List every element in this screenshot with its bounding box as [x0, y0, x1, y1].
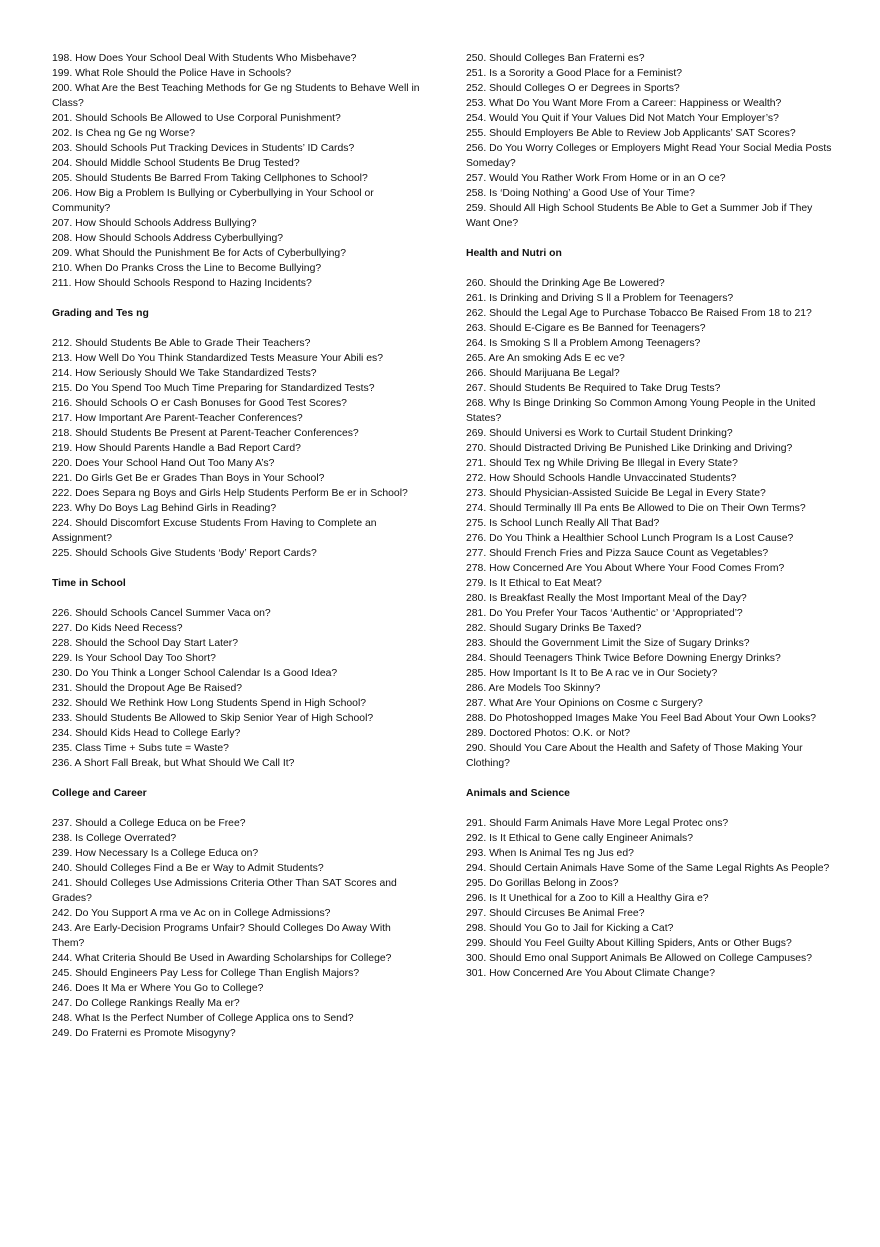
question-item: 242. Do You Support A rma ve Ac on in College Admissions? [52, 908, 331, 919]
question-item: 216. Should Schools O er Cash Bonuses for Good Test Scores? [52, 398, 347, 409]
question-item: 292. Is It Ethical to Gene cally Engineer Animals? [466, 833, 693, 844]
question-item: 233. Should Students Be Allowed to Skip Senior Year of High School? [52, 713, 374, 724]
question-item: 293. When Is Animal Tes ng Jus ed? [466, 848, 634, 859]
question-item: 247. Do College Rankings Really Ma er? [52, 998, 240, 1009]
question-item: 271. Should Tex ng While Driving Be Illegal in Every State? [466, 458, 738, 469]
question-item: 218. Should Students Be Present at Parent-Teacher Conferences? [52, 428, 359, 439]
question-item: 254. Would You Quit if Your Values Did Not Match Your Employer’s? [466, 113, 779, 124]
question-item: 255. Should Employers Be Able to Review Job Applicants’ SAT Scores? [466, 128, 796, 139]
question-item: 231. Should the Dropout Age Be Raised? [52, 683, 243, 694]
question-item: 199. What Role Should the Police Have in Schools? [52, 68, 292, 79]
question-item: 239. How Necessary Is a College Educa on? [52, 848, 259, 859]
question-item: 278. How Concerned Are You About Where Your Food Comes From? [466, 563, 785, 574]
question-item: 213. How Well Do You Think Standardized Tests Measure Your Abili es? [52, 353, 383, 364]
question-item: 273. Should Physician-Assisted Suicide Be Legal in Every State? [466, 488, 766, 499]
question-item: 208. How Should Schools Address Cyberbullying? [52, 233, 284, 244]
question-item: 287. What Are Your Opinions on Cosme c Surgery? [466, 698, 703, 709]
question-item: 270. Should Distracted Driving Be Punished Like Drinking and Driving? [466, 443, 793, 454]
question-item: 215. Do You Spend Too Much Time Preparing for Standardized Tests? [52, 383, 375, 394]
question-item: 281. Do You Prefer Your Tacos ‘Authentic’ or ‘Appropriated’? [466, 608, 743, 619]
section-heading: Time in School [52, 578, 126, 589]
question-item: 269. Should Universi es Work to Curtail Student Drinking? [466, 428, 733, 439]
question-item: 212. Should Students Be Able to Grade Their Teachers? [52, 338, 311, 349]
question-item: 276. Do You Think a Healthier School Lunch Program Is a Lost Cause? [466, 533, 794, 544]
question-item: 274. Should Terminally Ill Pa ents Be Allowed to Die on Their Own Terms? [466, 503, 806, 514]
section-heading: Grading and Tes ng [52, 308, 149, 319]
question-item: 246. Does It Ma er Where You Go to College? [52, 983, 264, 994]
question-item: 229. Is Your School Day Too Short? [52, 653, 216, 664]
left-column [52, 51, 424, 1041]
question-item: 283. Should the Government Limit the Size of Sugary Drinks? [466, 638, 750, 649]
question-item: 249. Do Fraterni es Promote Misogyny? [52, 1028, 236, 1039]
question-item: 210. When Do Pranks Cross the Line to Become Bullying? [52, 263, 322, 274]
question-item: 225. Should Schools Give Students ‘Body’ Report Cards? [52, 548, 317, 559]
question-item: 240. Should Colleges Find a Be er Way to Admit Students? [52, 863, 324, 874]
question-item: 200. What Are the Best Teaching Methods for Ge ng Students to Behave Well in Class? [52, 83, 420, 109]
question-item: 299. Should You Feel Guilty About Killing Spiders, Ants or Other Bugs? [466, 938, 792, 949]
question-item: 290. Should You Care About the Health and Safety of Those Making Your Clothing? [466, 743, 803, 769]
question-item: 220. Does Your School Hand Out Too Many A’s? [52, 458, 275, 469]
question-item: 296. Is It Unethical for a Zoo to Kill a Healthy Gira e? [466, 893, 709, 904]
question-item: 260. Should the Drinking Age Be Lowered? [466, 278, 665, 289]
question-item: 263. Should E-Cigare es Be Banned for Teenagers? [466, 323, 706, 334]
question-item: 203. Should Schools Put Tracking Devices in Students’ ID Cards? [52, 143, 355, 154]
question-item: 227. Do Kids Need Recess? [52, 623, 183, 634]
question-item: 257. Would You Rather Work From Home or in an O ce? [466, 173, 726, 184]
question-item: 300. Should Emo onal Support Animals Be Allowed on College Campuses? [466, 953, 812, 964]
question-item: 232. Should We Rethink How Long Students Spend in High School? [52, 698, 367, 709]
question-item: 228. Should the School Day Start Later? [52, 638, 238, 649]
question-item: 211. How Should Schools Respond to Hazing Incidents? [52, 278, 312, 289]
question-item: 206. How Big a Problem Is Bullying or Cyberbullying in Your School or Community? [52, 188, 374, 214]
question-item: 256. Do You Worry Colleges or Employers Might Read Your Social Media Posts Someday? [466, 143, 832, 169]
question-item: 272. How Should Schools Handle Unvaccinated Students? [466, 473, 737, 484]
question-item: 234. Should Kids Head to College Early? [52, 728, 241, 739]
question-item: 289. Doctored Photos: O.K. or Not? [466, 728, 631, 739]
question-item: 223. Why Do Boys Lag Behind Girls in Reading? [52, 503, 277, 514]
question-item: 297. Should Circuses Be Animal Free? [466, 908, 645, 919]
question-item: 221. Do Girls Get Be er Grades Than Boys in Your School? [52, 473, 325, 484]
question-item: 250. Should Colleges Ban Fraterni es? [466, 53, 645, 64]
question-item: 264. Is Smoking S ll a Problem Among Teenagers? [466, 338, 701, 349]
question-item: 224. Should Discomfort Excuse Students From Having to Complete an Assignment? [52, 518, 377, 544]
question-item: 244. What Criteria Should Be Used in Awarding Scholarships for College? [52, 953, 392, 964]
question-item: 259. Should All High School Students Be Able to Get a Summer Job if They Want One? [466, 203, 813, 229]
question-item: 295. Do Gorillas Belong in Zoos? [466, 878, 619, 889]
question-item: 286. Are Models Too Skinny? [466, 683, 601, 694]
question-item: 252. Should Colleges O er Degrees in Sports? [466, 83, 680, 94]
question-item: 288. Do Photoshopped Images Make You Feel Bad About Your Own Looks? [466, 713, 817, 724]
question-item: 262. Should the Legal Age to Purchase Tobacco Be Raised From 18 to 21? [466, 308, 812, 319]
question-item: 284. Should Teenagers Think Twice Before Downing Energy Drinks? [466, 653, 781, 664]
question-item: 204. Should Middle School Students Be Drug Tested? [52, 158, 300, 169]
section-heading: Animals and Science [466, 788, 570, 799]
question-item: 236. A Short Fall Break, but What Should We Call It? [52, 758, 295, 769]
question-item: 222. Does Separa ng Boys and Girls Help Students Perform Be er in School? [52, 488, 408, 499]
question-item: 301. How Concerned Are You About Climate Change? [466, 968, 715, 979]
question-item: 238. Is College Overrated? [52, 833, 177, 844]
question-item: 226. Should Schools Cancel Summer Vaca on? [52, 608, 271, 619]
question-item: 268. Why Is Binge Drinking So Common Among Young People in the United States? [466, 398, 816, 424]
question-item: 285. How Important Is It to Be A rac ve in Our Society? [466, 668, 718, 679]
question-item: 266. Should Marijuana Be Legal? [466, 368, 620, 379]
question-item: 214. How Seriously Should We Take Standardized Tests? [52, 368, 317, 379]
section-heading: College and Career [52, 788, 147, 799]
question-item: 275. Is School Lunch Really All That Bad? [466, 518, 660, 529]
question-item: 217. How Important Are Parent-Teacher Conferences? [52, 413, 303, 424]
question-item: 245. Should Engineers Pay Less for College Than English Majors? [52, 968, 360, 979]
question-item: 219. How Should Parents Handle a Bad Report Card? [52, 443, 301, 454]
question-item: 298. Should You Go to Jail for Kicking a Cat? [466, 923, 674, 934]
question-item: 251. Is a Sorority a Good Place for a Feminist? [466, 68, 682, 79]
question-item: 294. Should Certain Animals Have Some of the Same Legal Rights As People? [466, 863, 830, 874]
question-item: 258. Is ‘Doing Nothing’ a Good Use of Your Time? [466, 188, 695, 199]
question-item: 279. Is It Ethical to Eat Meat? [466, 578, 602, 589]
question-item: 261. Is Drinking and Driving S ll a Problem for Teenagers? [466, 293, 734, 304]
question-item: 248. What Is the Perfect Number of College Applica ons to Send? [52, 1013, 354, 1024]
question-item: 202. Is Chea ng Ge ng Worse? [52, 128, 196, 139]
question-item: 267. Should Students Be Required to Take Drug Tests? [466, 383, 721, 394]
question-item: 207. How Should Schools Address Bullying? [52, 218, 257, 229]
question-item: 198. How Does Your School Deal With Students Who Misbehave? [52, 53, 357, 64]
question-item: 209. What Should the Punishment Be for Acts of Cyberbullying? [52, 248, 346, 259]
question-item: 243. Are Early-Decision Programs Unfair? Should Colleges Do Away With Them? [52, 923, 391, 949]
question-item: 237. Should a College Educa on be Free? [52, 818, 246, 829]
question-item: 291. Should Farm Animals Have More Legal Protec ons? [466, 818, 729, 829]
right-column [466, 51, 838, 981]
section-heading: Health and Nutri on [466, 248, 562, 259]
question-item: 201. Should Schools Be Allowed to Use Corporal Punishment? [52, 113, 341, 124]
question-item: 282. Should Sugary Drinks Be Taxed? [466, 623, 642, 634]
question-item: 253. What Do You Want More From a Career: Happiness or Wealth? [466, 98, 782, 109]
question-item: 277. Should French Fries and Pizza Sauce Count as Vegetables? [466, 548, 769, 559]
question-item: 235. Class Time + Subs tute = Waste? [52, 743, 229, 754]
question-item: 265. Are An smoking Ads E ec ve? [466, 353, 625, 364]
question-item: 280. Is Breakfast Really the Most Important Meal of the Day? [466, 593, 747, 604]
question-item: 230. Do You Think a Longer School Calendar Is a Good Idea? [52, 668, 338, 679]
question-item: 205. Should Students Be Barred From Taking Cellphones to School? [52, 173, 368, 184]
question-item: 241. Should Colleges Use Admissions Criteria Other Than SAT Scores and Grades? [52, 878, 397, 904]
